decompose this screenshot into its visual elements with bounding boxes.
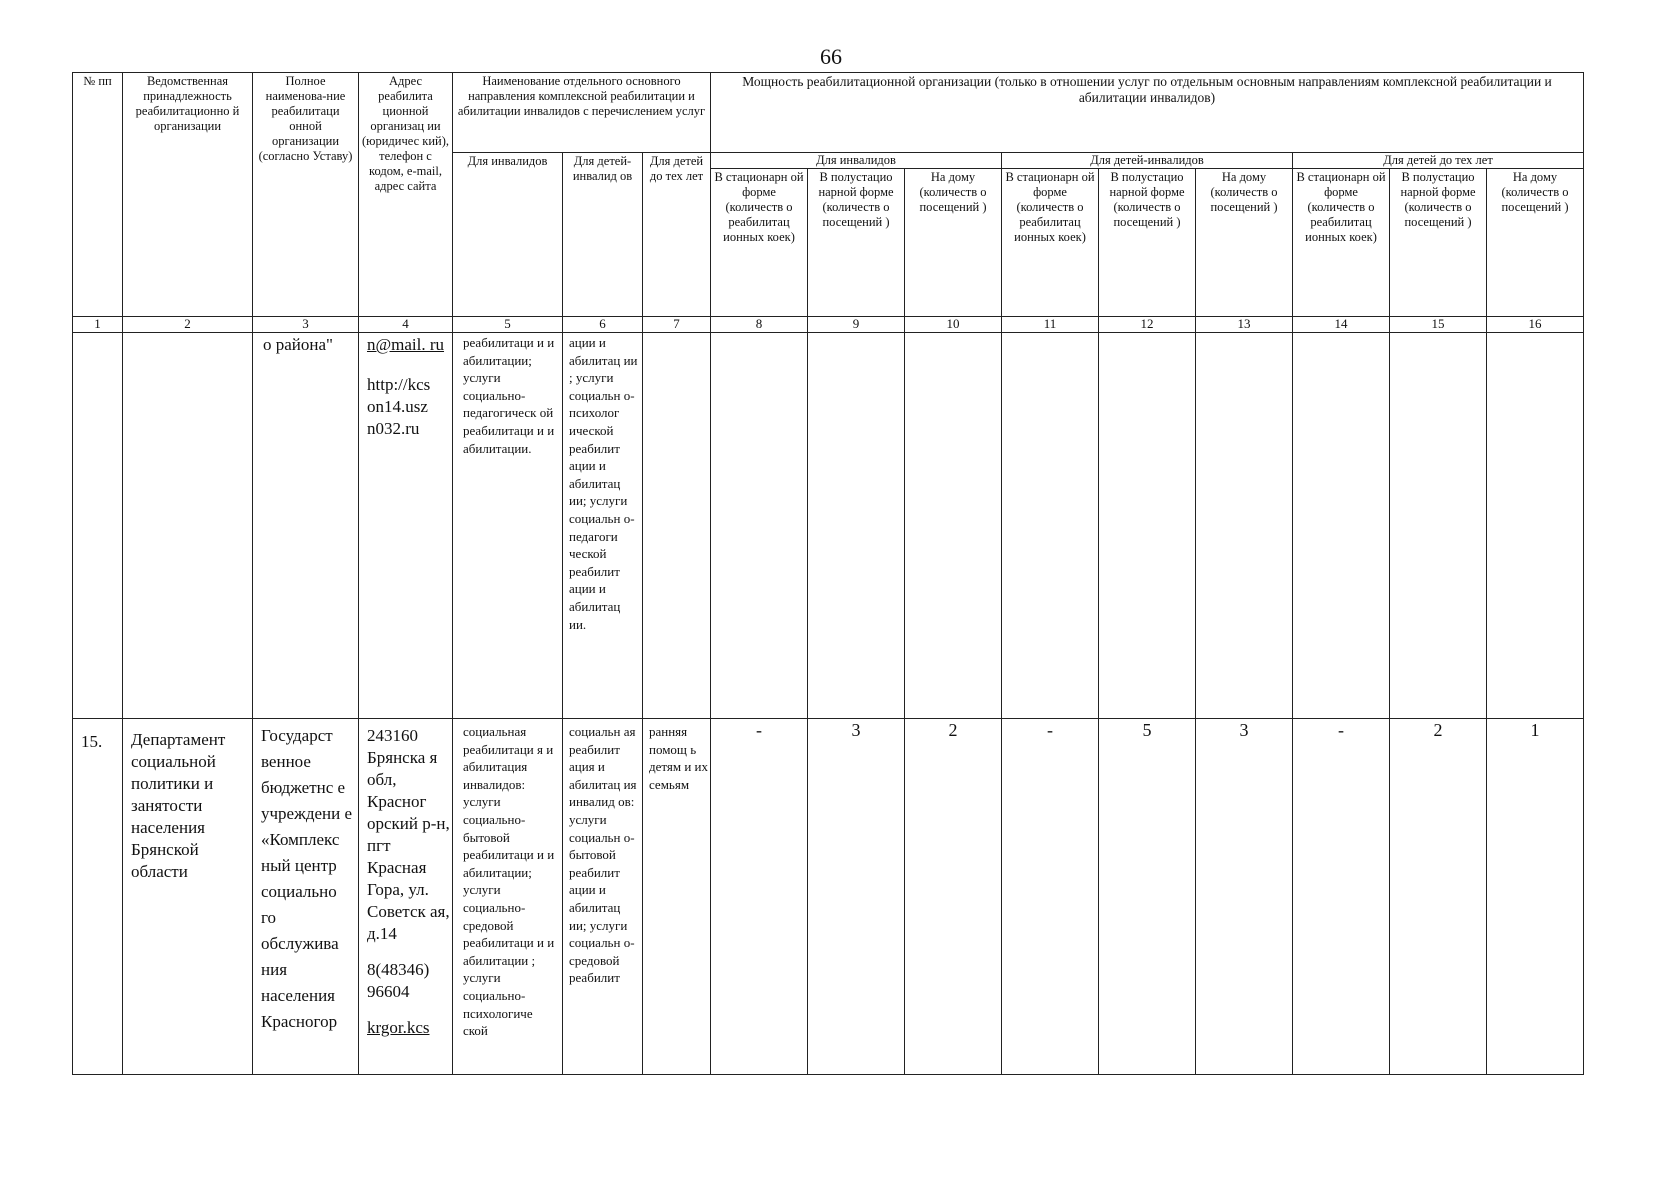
org-address: 243160 Брянска я обл, Красног орский р-н, пгт Красная Гора, ул. Советск ая, д.14: [367, 726, 450, 943]
header-group-disabled-children: Для детей-инвалидов: [1002, 153, 1293, 169]
col-number: 9: [808, 317, 905, 333]
col-number: 2: [123, 317, 253, 333]
header-semi-2: В полустацио нарной форме (количеств о посещений ): [1099, 169, 1196, 317]
table-row-15: [73, 719, 1584, 1075]
header-home-2: На дому (количеств о посещений ): [1196, 169, 1293, 317]
website-cont: http://kcs on14.usz n032.ru: [367, 375, 431, 438]
services-disabled-cont: реабилитаци и и абилитации; услуги социально-педагогическ ой реабилитаци и и абилитации.: [453, 333, 563, 719]
org-name-cont: о района": [253, 333, 359, 719]
capacity-value: 2: [1390, 719, 1487, 1075]
col-number: 11: [1002, 317, 1099, 333]
department-name: Департамент социальной политики и занятости населения Брянской области: [123, 719, 253, 1075]
col-number: 13: [1196, 317, 1293, 333]
org-email: krgor.kcs: [367, 1018, 430, 1037]
services-children-cont: ации и абилитац ии ; услуги социальн о-психолог ической реабилит ации и абилитац ии; услуги социальн о-педагоги ческой реабилит ации и абилитац ии.: [563, 333, 643, 719]
header-for-disabled-children: Для детей-инвалид ов: [563, 153, 643, 317]
services-disabled: социальная реабилитаци я и абилитация инвалидов: услуги социально-бытовой реабилитаци и и абилитации; услуги социально-средовой реабилитаци и и абилитации ; услуги социально-психологиче ской: [453, 719, 563, 1075]
header-home-1: На дому (количеств о посещений ): [905, 169, 1002, 317]
page-number: 66: [820, 44, 842, 69]
col-number: 4: [359, 317, 453, 333]
header-semi-3: В полустацио нарной форме (количеств о посещений ): [1390, 169, 1487, 317]
email-cont: n@mail. ru: [367, 335, 445, 354]
capacity-value: 2: [905, 719, 1002, 1075]
header-address: Адрес реабилита ционной организац ии (юридичес кий), телефон с кодом, e-mail, адрес сайта: [359, 73, 453, 317]
header-group-disabled: Для инвалидов: [711, 153, 1002, 169]
col-number: 6: [563, 317, 643, 333]
col-number: 8: [711, 317, 808, 333]
services-disabled-children: социальн ая реабилит ация и абилитац ия инвалид ов: услуги социальн о-бытовой реабилит ации и абилитац ии; услуги социальн о-средовой реабилит: [563, 719, 643, 1075]
column-number-row: [73, 317, 1584, 333]
org-phone: 8(48346) 96604: [367, 960, 430, 1001]
col-number: 15: [1390, 317, 1487, 333]
header-directions: Наименование отдельного основного направления комплексной реабилитации и абилитации инвалидов с перечислением услуг: [453, 73, 711, 153]
header-num: № пп: [73, 73, 123, 317]
header-home-3: На дому (количеств о посещений ): [1487, 169, 1584, 317]
capacity-value: 3: [1196, 719, 1293, 1075]
col-number: 16: [1487, 317, 1584, 333]
header-for-disabled: Для инвалидов: [453, 153, 563, 317]
header-semi-1: В полустацио нарной форме (количеств о посещений ): [808, 169, 905, 317]
col-number: 14: [1293, 317, 1390, 333]
col-number: 7: [643, 317, 711, 333]
capacity-value: 3: [808, 719, 905, 1075]
header-stationary-3: В стационарн ой форме (количеств о реабилитац ионных коек): [1293, 169, 1390, 317]
header-for-young-children: Для детей до тех лет: [643, 153, 711, 317]
rehab-organizations-table: [72, 72, 1584, 1075]
table-row-continued: [73, 333, 1584, 719]
header-stationary-1: В стационарн ой форме (количеств о реабилитац ионных коек): [711, 169, 808, 317]
services-young-children: ранняя помощ ь детям и их семьям: [643, 719, 711, 1075]
capacity-value: -: [1293, 719, 1390, 1075]
col-number: 1: [73, 317, 123, 333]
capacity-value: -: [711, 719, 808, 1075]
header-group-young-children: Для детей до тех лет: [1293, 153, 1584, 169]
header-stationary-2: В стационарн ой форме (количеств о реабилитац ионных коек): [1002, 169, 1099, 317]
org-full-name: Государст венное бюджетнс е учреждени е «Комплекс ный центр социально го обслужива ния населения Красногор: [253, 719, 359, 1075]
row-number: 15.: [73, 719, 123, 1075]
header-department: Ведомственная принадлежность реабилитационно й организации: [123, 73, 253, 317]
capacity-value: 1: [1487, 719, 1584, 1075]
col-number: 3: [253, 317, 359, 333]
header-full-name: Полное наименова-ние реабилитаци онной организации (согласно Уставу): [253, 73, 359, 317]
capacity-value: -: [1002, 719, 1099, 1075]
header-capacity: Мощность реабилитационной организации (только в отношении услуг по отдельным основным направлениям комплексной реабилитации и абилитации инвалидов): [711, 73, 1584, 153]
col-number: 12: [1099, 317, 1196, 333]
col-number: 5: [453, 317, 563, 333]
capacity-value: 5: [1099, 719, 1196, 1075]
col-number: 10: [905, 317, 1002, 333]
